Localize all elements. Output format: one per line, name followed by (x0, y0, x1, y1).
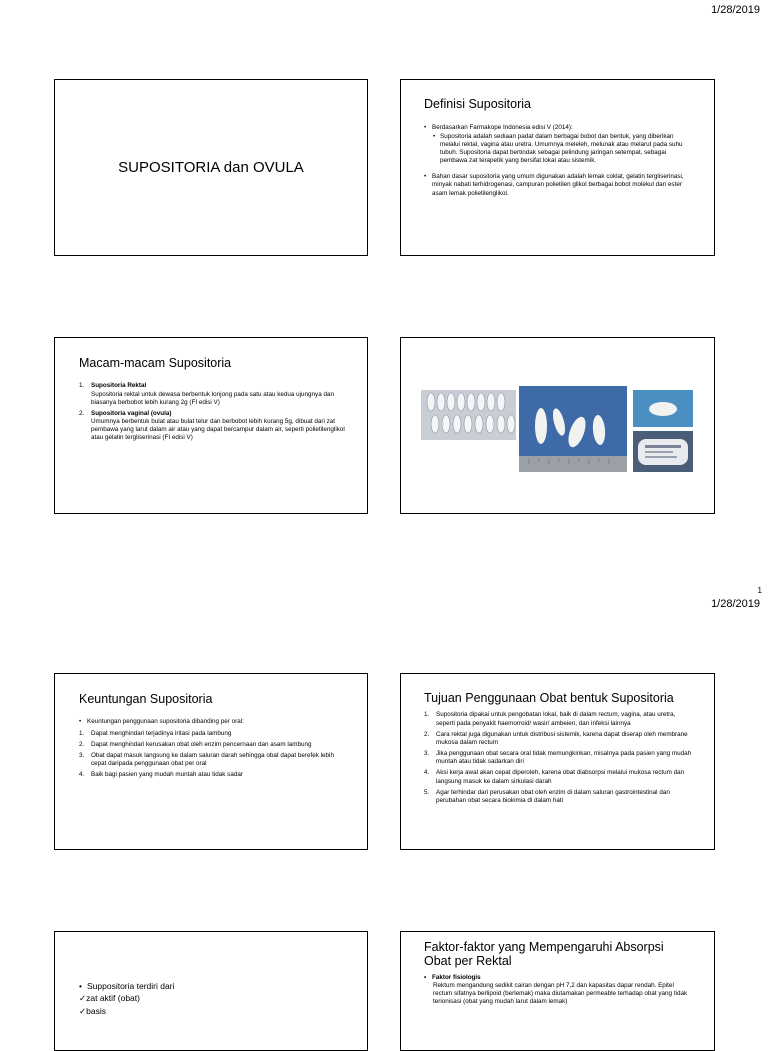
page-number: 1 (757, 586, 762, 595)
item-text: Cara rektal juga digunakan untuk distribusi sistemik, karena dapat diserap oleh membrane mukosa dalam rectum (436, 730, 688, 746)
slide-body (79, 382, 345, 442)
item-number: 2. (79, 740, 85, 748)
item-heading: Supositoria Rektal (91, 382, 147, 390)
slide-heading: Keuntungan Supositoria (79, 692, 213, 706)
single-suppository-illustration (633, 390, 693, 427)
slide-faktor (400, 931, 715, 1051)
numbered-item (424, 769, 692, 785)
bullet-item: • Bahan dasar supositoria yang umum digunakan adalah lemak coklat, gelatin tergliserinasi, minyak nabati terhidrogenasi, campuran polietilen glikol berbagai bobot molekul dan ester asam lemak polietilenglikol. (424, 173, 692, 198)
item-text: Jika penggunaan obat secara oral tidak memungkinkan, misalnya pada pasien yang mudah muntah atau tidak sadarkan diri (436, 750, 692, 766)
slide-tujuan (400, 673, 715, 850)
item-number: 1. (424, 711, 430, 719)
item-number: 2. (424, 730, 430, 738)
numbered-item (424, 789, 692, 805)
item-number: 5. (424, 788, 430, 796)
page-date: 1/28/2019 (711, 4, 760, 16)
item-text: Dapat menghindari kerusakan obat oleh enzim pencernaan dan asam lambung (91, 740, 312, 748)
sub-bullet-item: • Supositoria adalah sediaan padat dalam berbagai bobot dan bentuk, yang diberikan melalui rektal, vagina atau uretra. Umumnya meleleh, melunak atau melarut pada suhu tubuh. Supositoria dapat bertindak sebagai pelindung jaringan setempat, sebagai pembawa zat terapetik yang bersifat lokal atau sistemik. (424, 133, 692, 166)
item-heading: Supositoria vaginal (ovula) (91, 409, 172, 417)
blister-pack-illustration (421, 390, 516, 440)
slide-heading: Faktor-faktor yang Mempengaruhi Absorpsi Obat per Rektal (424, 940, 664, 969)
bullet-text: Rektum mengandung sedikit cairan dengan pH 7,2 dan kapasitas dapar rendah. Epitel rectum sifatnya berlipoid (berlemak) maka diutamakan permeable terhadap obat yang tidak terionisasi (obat yang mudah larut dalam lemak) (433, 981, 688, 1006)
numbered-item (424, 711, 692, 727)
numbered-item (79, 741, 345, 749)
bullet-item: • Berdasarkan Farmakope Indonesia edisi V (2014): (424, 124, 692, 132)
item-number: 1. (79, 382, 85, 390)
slide-photos (400, 337, 715, 514)
blister-pack-photo (421, 390, 516, 440)
item-number: 2. (79, 409, 85, 417)
numbered-item (79, 752, 345, 768)
slide-heading: Macam-macam Supositoria (79, 356, 232, 370)
slide-heading: Tujuan Penggunaan Obat bentuk Supositoria (424, 691, 674, 705)
item-text: Obat dapat masuk langsung ke dalam saluran darah sehingga obat dapat berefek lebih cepat daripada penggunaan obat per oral (91, 751, 334, 768)
item-text: Aksi kerja awal akan cepat diperoleh, karena obat diabsorpsi melalui mukosa rectum dan langsung masuk ke dalam sirkulasi darah (436, 769, 685, 785)
numbered-item (424, 731, 692, 747)
numbered-item (79, 382, 345, 407)
slide-macam (54, 337, 368, 514)
slide-komposisi (54, 931, 368, 1051)
item-text: Dapat menghindari terjadinya iritasi pada lambung (91, 729, 232, 737)
slide-definisi (400, 79, 715, 256)
item-text: Umumnya berbentuk bulat atau bulat telur dan berbobot lebih kurang 5g, dibuat dari zat pembawa yang larut dalam air atau yang dapat bercampur dalam air, seperti polietilenglikol atau gelatin tergliserinasi (FI edisi V) (91, 418, 345, 442)
numbered-item (424, 750, 692, 766)
package-photo (633, 431, 693, 472)
check-item: ✓zat aktif (obat) (79, 993, 140, 1004)
item-number: 1. (79, 729, 85, 737)
single-suppository-photo (633, 390, 693, 427)
numbered-item (79, 730, 345, 738)
item-text: Supositoria rektal untuk dewasa berbentuk lonjong pada satu atau kedua ujungnya dan biasanya berbobot lebih kurang 2g (FI edisi V) (91, 390, 334, 406)
item-text: Baik bagi pasien yang mudah muntah atau tidak sadar (91, 771, 243, 779)
check-item: ✓basis (79, 1005, 106, 1016)
slide-title: SUPOSITORIA dan OVULA (118, 159, 304, 176)
item-number: 3. (424, 750, 430, 758)
item-number: 3. (79, 751, 85, 759)
slide-keuntungan (54, 673, 368, 850)
item-number: 4. (424, 769, 430, 777)
slide-body (424, 124, 692, 197)
item-text: Agar terhindar dari perusakan obat oleh enzim di dalam saluran gastrointestinal dan perubahan obat secara biokimia di dalam hati (436, 788, 670, 804)
page-date: 1/28/2019 (711, 598, 760, 610)
numbered-item (79, 771, 345, 779)
bullet-item: • Suppositoria terdiri dari (79, 980, 345, 992)
package-illustration (633, 431, 693, 472)
item-number: 4. (79, 771, 85, 779)
slide-body (424, 711, 692, 805)
suppositories-photo (519, 386, 627, 472)
slide-body (79, 980, 345, 1017)
slide-title-supositoria (54, 79, 368, 256)
slide-body (79, 718, 345, 779)
bullet-item: • Faktor fisiologis (424, 974, 692, 982)
slide-heading: Definisi Supositoria (424, 97, 531, 111)
item-text: Supositoria dipakai untuk pengobatan lokal, baik di dalam rectum, vagina, atau uretra, seperti pada penyakit haemorroid/ wasir/ ambeien, dan infeksi lainnya (436, 711, 676, 727)
suppositories-illustration (519, 386, 627, 472)
numbered-item (79, 410, 345, 443)
bullet-item: • Keuntungan penggunaan supositoria dibanding per oral: (79, 718, 345, 726)
slide-body (424, 974, 692, 1007)
